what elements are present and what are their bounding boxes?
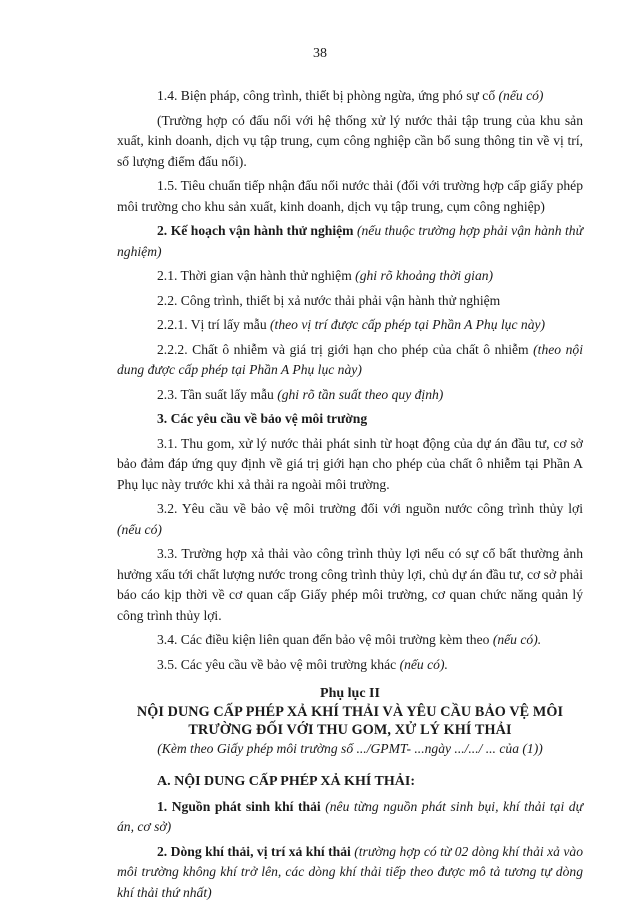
paragraph-2-3 [117, 385, 583, 406]
paragraph-2-2-2 [117, 340, 583, 381]
text: 1.4. Biện pháp, công trình, thiết bị phòng ngừa, ứng phó sự cố [157, 88, 499, 103]
annex-heading-line-1: NỘI DUNG CẤP PHÉP XẢ KHÍ THẢI VÀ YÊU CẦU BẢO VỆ MÔI [136, 704, 564, 720]
bold-heading: 2. Dòng khí thải, vị trí xả khí thải [157, 843, 355, 859]
paragraph-3-5 [117, 655, 583, 676]
italic-note: (trường hợp có từ 02 dòng khí thải xả vào môi trường không khí trở lên, các dòng khí thải tiếp theo được mô tả tương tự dòng khí thải thứ nhất) [117, 843, 583, 900]
heading-3: 3. Các yêu cầu về bảo vệ môi trường [157, 411, 368, 426]
italic-note: (ghi rõ khoảng thời gian) [355, 268, 494, 283]
section-a-heading: A. NỘI DUNG CẤP PHÉP XẢ KHÍ THẢI: [157, 774, 415, 789]
italic-note: (ghi rõ tần suất theo quy định) [277, 386, 444, 402]
paragraph-1-4 [117, 86, 583, 107]
text: 2.2.2. Chất ô nhiễm và giá trị giới hạn cho phép của chất ô nhiễm [157, 341, 534, 357]
text: 2.1. Thời gian vận hành thử nghiệm [157, 268, 356, 283]
bold-heading: 2. Kế hoạch vận hành thử nghiệm [157, 223, 357, 238]
paragraph-3-4 [117, 630, 583, 651]
italic-note: (theo nội dung được cấp phép tại Phần A Phụ lục này) [117, 341, 583, 377]
annex-subtitle: (Kèm theo Giấy phép môi trường số .../GPMT- ...ngày .../.../ ... của (1)) [157, 741, 543, 756]
annex-title: Phụ lục II [320, 686, 380, 701]
text: 3.2. Yêu cầu về bảo vệ môi trường đối với nguồn nước công trình thủy lợi [157, 501, 583, 516]
italic-note: (theo vị trí được cấp phép tại Phần A Phụ lục này) [270, 317, 546, 332]
text: 2.2.1. Vị trí lấy mẫu [157, 317, 271, 332]
text: 3.4. Các điều kiện liên quan đến bảo vệ môi trường kèm theo [157, 632, 493, 647]
italic-note: (nếu thuộc trường hợp phải vận hành thử nghiệm) [117, 223, 583, 259]
annex-heading-line-2: TRƯỜNG ĐỐI VỚI THU GOM, XỬ LÝ KHÍ THẢI [188, 722, 512, 738]
heading-2 [117, 221, 583, 262]
paragraph-3-3: 3.3. Trường hợp xả thải vào công trình thủy lợi nếu có sự cố bất thường ảnh hưởng xấu tới chất lượng nước trong công trình thủy lợi, chủ dự án đầu tư, cơ sở phải báo cáo kịp thời về cơ quan cấp Giấy phép môi trường, cơ quan chức năng quản lý công trình thủy lợi. [117, 546, 583, 623]
italic-note: (nếu có) [498, 88, 544, 103]
paragraph-1-5: 1.5. Tiêu chuẩn tiếp nhận đấu nối nước thải (đối với trường hợp cấp giấy phép môi trường cho khu sản xuất, kinh doanh, dịch vụ tập trung, cụm công nghiệp) [117, 178, 583, 214]
paragraph-connection-note: (Trường hợp có đấu nối với hệ thống xử lý nước thải tập trung của khu sản xuất, kinh doanh, dịch vụ tập trung, cụm công nghiệp cần bổ sung thông tin về vị trí, số lượng điểm đấu nối). [117, 112, 583, 169]
section-a-item-2 [117, 842, 583, 904]
italic-note: (nếu có). [399, 656, 448, 672]
paragraph-2-2: 2.2. Công trình, thiết bị xả nước thải phải vận hành thử nghiệm [157, 292, 501, 308]
text: 2.3. Tần suất lấy mẫu [157, 386, 278, 402]
paragraph-2-2-1 [117, 315, 583, 336]
italic-note: (nếu có). [492, 632, 542, 647]
text: 3.5. Các yêu cầu về bảo vệ môi trường khác [157, 656, 400, 672]
section-a-item-1 [117, 797, 583, 838]
annex-header [117, 685, 583, 758]
paragraph-2-1 [117, 266, 583, 287]
italic-note: (nếu có) [117, 521, 162, 537]
italic-note: (nêu từng nguồn phát sinh bụi, khí thải tại dự án, cơ sở) [117, 798, 583, 834]
paragraph-3-1: 3.1. Thu gom, xử lý nước thải phát sinh từ hoạt động của dự án đầu tư, cơ sở bảo đảm đáp ứng quy định về giá trị giới hạn cho phép của chất ô nhiễm tại Phần A Phụ lục này trước khi xả thải ra ngoài môi trường. [117, 435, 583, 492]
document-body [117, 86, 583, 907]
paragraph-3-2 [117, 499, 583, 540]
page-number: 38 [313, 46, 327, 61]
bold-heading: 1. Nguồn phát sinh khí thải [157, 798, 326, 814]
